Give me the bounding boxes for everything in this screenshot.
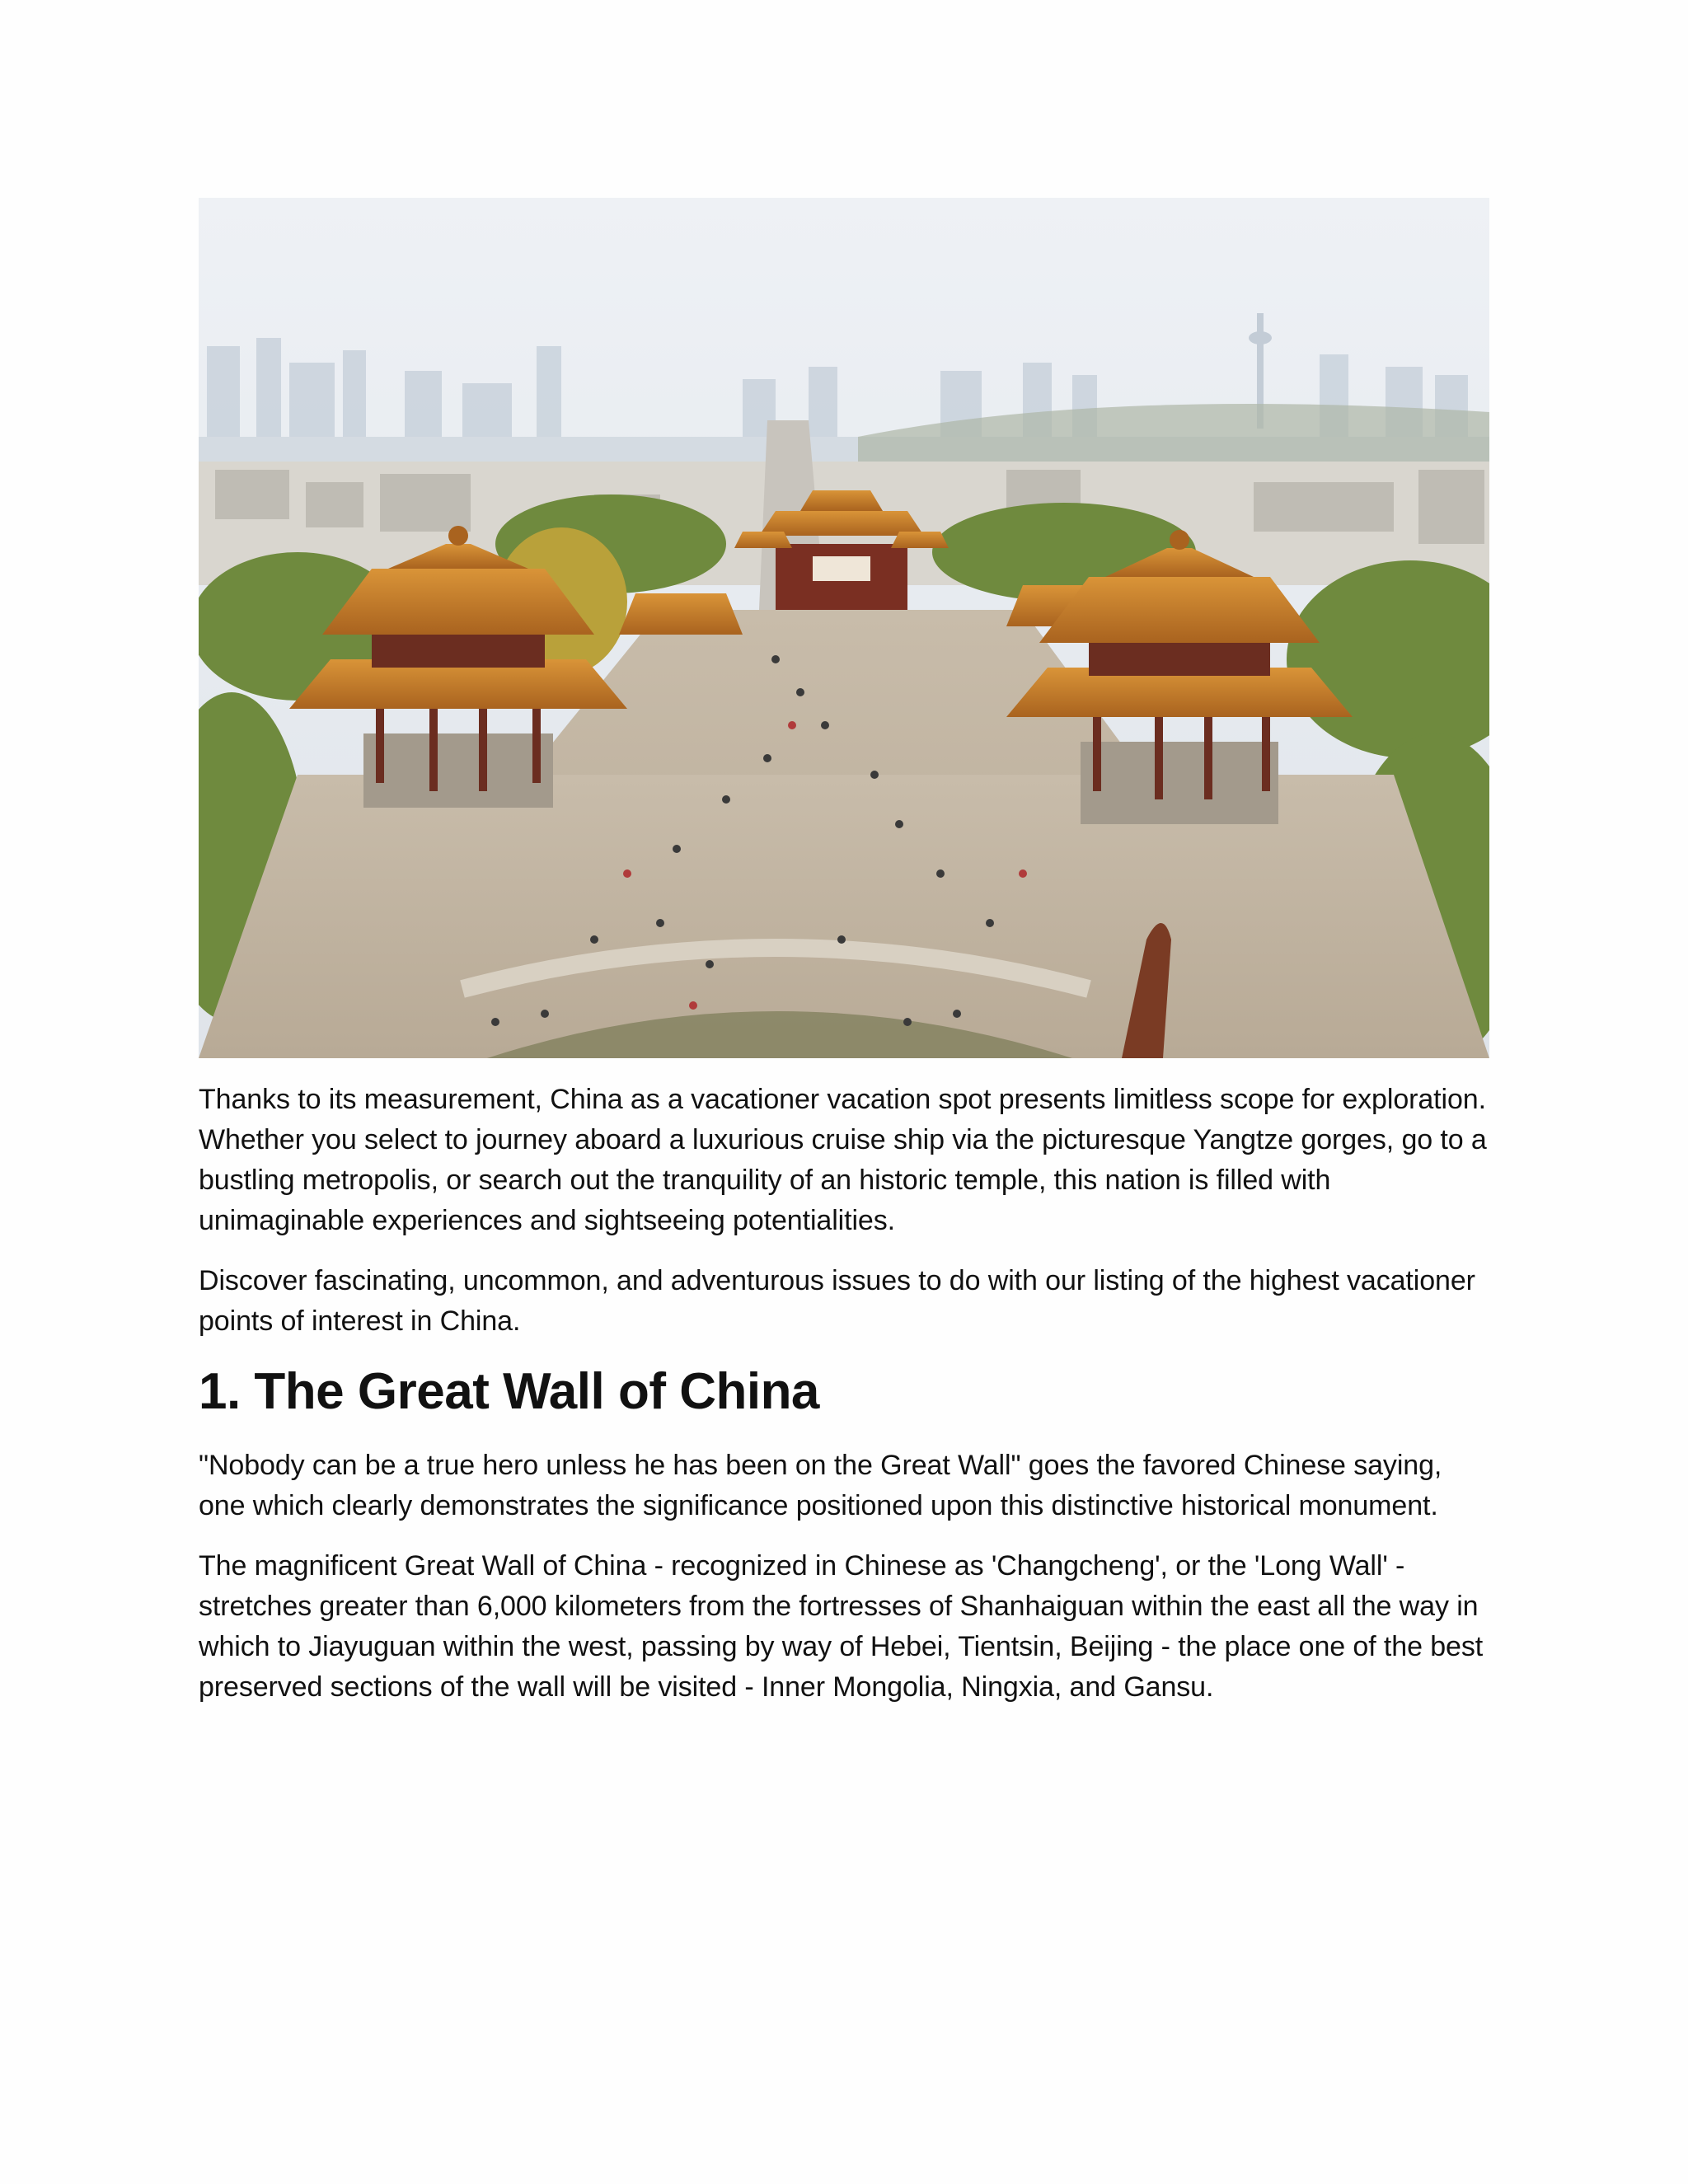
intro-paragraph-2: Discover fascinating, uncommon, and adventurous issues to do with our listing of the highest vacationer points of interest in China.: [199, 1265, 1475, 1337]
temple-photo: [199, 198, 1489, 1058]
section-paragraph-2: The magnificent Great Wall of China - recognized in Chinese as 'Changcheng', or the 'Long Wall' - stretches greater than 6,000 kilometers from the fortresses of Shanhaiguan within the east all the way in which to Jiayuguan within the west, passing by way of Hebei, Tientsin, Beijing - the place one of the best preserved sections of the wall will be visited - Inner Mongolia, Ningxia, and Gansu.: [199, 1550, 1484, 1703]
article-body: [199, 1080, 1493, 1727]
section-paragraph-1: "Nobody can be a true hero unless he has been on the Great Wall" goes the favored Chinese saying, one which clearly demonstrates the significance positioned upon this distinctive historical monument.: [199, 1450, 1442, 1521]
section-heading: 1. The Great Wall of China: [199, 1363, 819, 1420]
intro-paragraph-1: Thanks to its measurement, China as a vacationer vacation spot presents limitless scope for exploration. Whether you select to journey aboard a luxurious cruise ship via the picturesque Yangtze gorges, go to a bustling metropolis, or search out the tranquility of an historic temple, this nation is filled with unimaginable experiences and sightseeing potentialities.: [199, 1084, 1487, 1236]
